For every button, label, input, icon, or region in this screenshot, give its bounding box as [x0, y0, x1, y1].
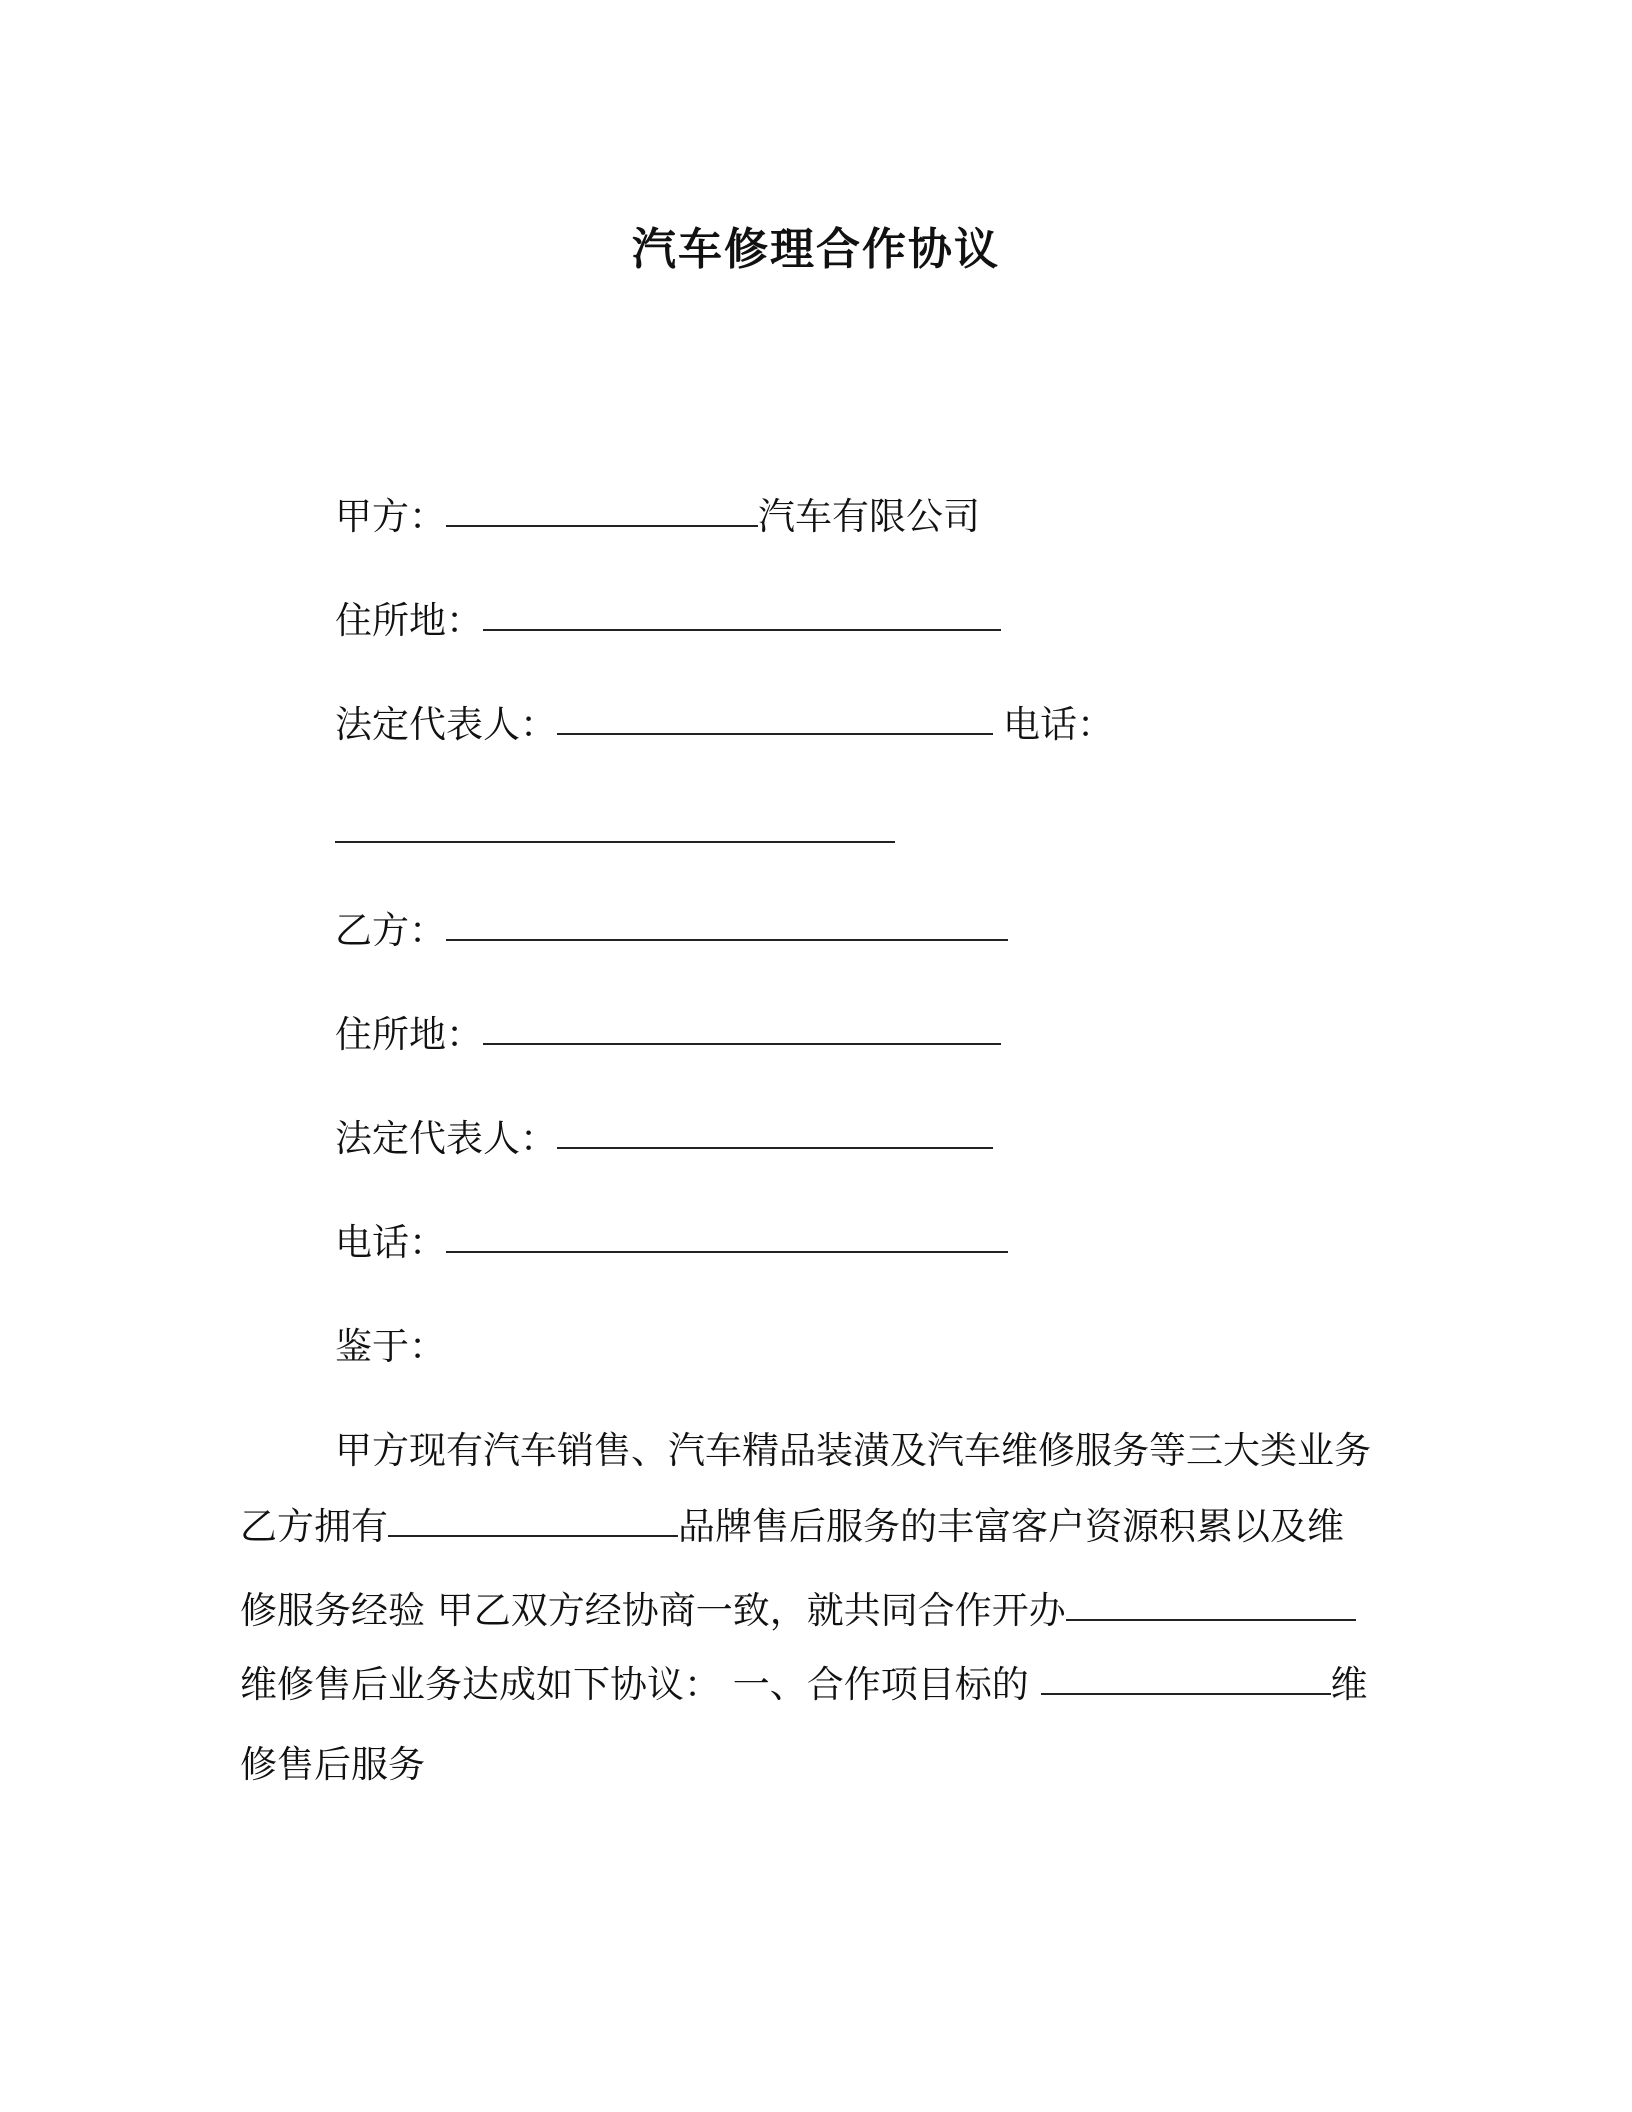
business-blank[interactable]: [1066, 1618, 1356, 1621]
body-line-1: 甲方现有汽车销售、汽车精品装潢及汽车维修服务等三大类业务: [335, 1429, 1371, 1472]
party-b-rep-label: 法定代表人：: [335, 1117, 557, 1160]
party-a-phone-label: 电话：: [1003, 703, 1114, 746]
body-line-5: 修售后服务: [240, 1743, 425, 1786]
party-b-name-blank[interactable]: [446, 938, 1008, 941]
party-b-phone-blank[interactable]: [446, 1250, 1008, 1253]
body-line-4-end: 维: [1330, 1663, 1368, 1706]
party-a-rep-label: 法定代表人：: [335, 703, 557, 746]
party-b-row: [335, 906, 1008, 956]
project-blank[interactable]: [1041, 1692, 1331, 1695]
party-a-rep-blank[interactable]: [557, 732, 993, 735]
party-a-rep-row: [335, 700, 1114, 750]
party-a-address-label: 住所地：: [335, 599, 483, 642]
party-a-address-blank[interactable]: [483, 628, 1001, 631]
party-a-suffix: 汽车有限公司: [758, 495, 980, 538]
party-a-address-row: [335, 596, 1001, 646]
party-b-label: 乙方：: [335, 909, 446, 952]
party-a-phone-row: [335, 808, 895, 858]
party-a-name-blank[interactable]: [446, 524, 758, 527]
party-b-address-blank[interactable]: [483, 1042, 1001, 1045]
party-a-phone-blank[interactable]: [335, 840, 895, 843]
body-line-4-start: 维修售后业务达成如下协议： 一、合作项目标的: [240, 1663, 1041, 1706]
whereas-heading: 鉴于：: [335, 1325, 446, 1368]
body-line-2-end: 品牌售后服务的丰富客户资源积累以及维: [678, 1505, 1344, 1548]
party-b-address-row: [335, 1010, 1001, 1060]
body-line-2: [240, 1502, 1400, 1552]
document-title: 汽车修理合作协议: [632, 224, 1000, 275]
party-b-rep-blank[interactable]: [557, 1146, 993, 1149]
body-line-2-start: 乙方拥有: [240, 1505, 388, 1548]
party-b-phone-row: [335, 1218, 1008, 1268]
brand-blank[interactable]: [388, 1534, 678, 1537]
body-line-3-start: 修服务经验 甲乙双方经协商一致，就共同合作开办: [240, 1589, 1066, 1632]
body-line-4: [240, 1660, 1400, 1710]
body-line-3: [240, 1586, 1400, 1636]
party-a-label: 甲方：: [335, 495, 446, 538]
party-a-row: [335, 492, 980, 542]
party-b-phone-label: 电话：: [335, 1221, 446, 1264]
party-b-rep-row: [335, 1114, 993, 1164]
party-b-address-label: 住所地：: [335, 1013, 483, 1056]
